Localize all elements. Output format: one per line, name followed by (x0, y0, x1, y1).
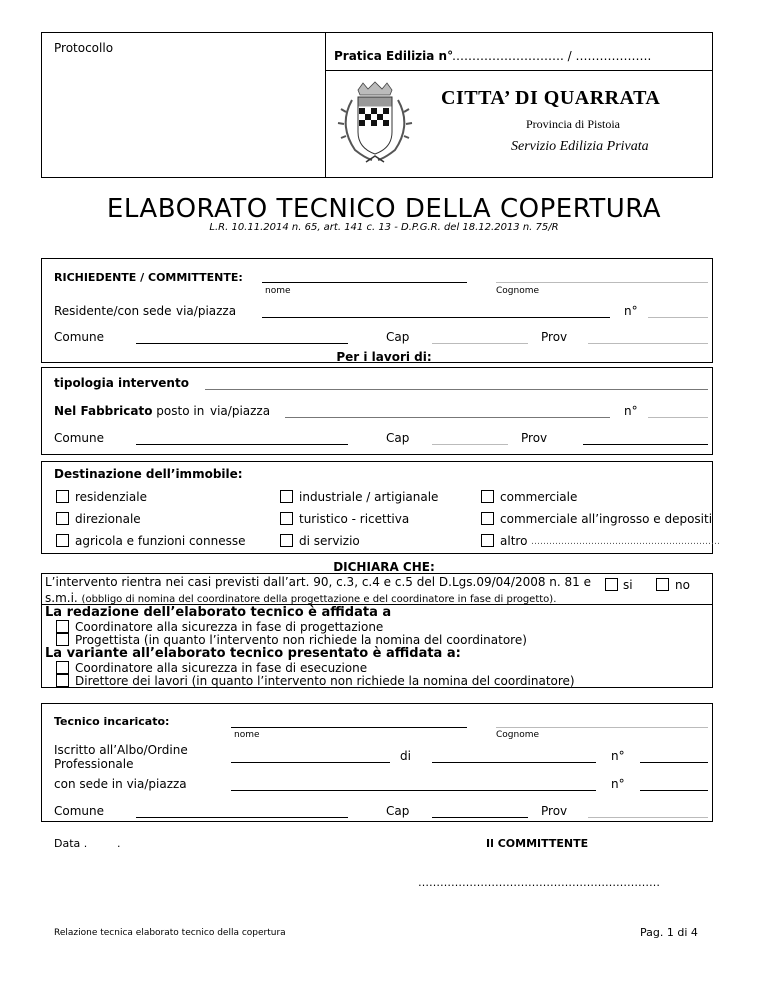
residente-via-field[interactable] (262, 317, 610, 318)
si-label: si (623, 578, 633, 592)
tecnico-cap-field[interactable] (432, 817, 528, 818)
fabbricato-cap-label: Cap (386, 431, 410, 445)
residente-cap-field[interactable] (432, 343, 528, 344)
richiedente-cognome-caption: Cognome (496, 286, 540, 296)
pratica-label: Pratica Edilizia n° (334, 49, 454, 63)
committente-signature-field[interactable]: ………………………………………………………… (418, 876, 660, 889)
footer-document-name: Relazione tecnica elaborato tecnico della copertura (54, 928, 286, 938)
fabbricato-via-field[interactable] (285, 417, 610, 418)
redazione-opt-2: Progettista (in quanto l’intervento non richiede la nomina del coordinatore) (75, 633, 527, 647)
fabbricato-label-rest: posto in (156, 404, 205, 418)
redazione-opt-1: Coordinatore alla sicurezza in fase di progettazione (75, 620, 384, 634)
residente-via-label: via/piazza (176, 304, 237, 318)
albo-n-field[interactable] (640, 762, 708, 763)
residente-label: Residente/con sede (54, 304, 172, 318)
residente-cap-label: Cap (386, 330, 410, 344)
residente-n-label: n° (624, 304, 638, 318)
tecnico-nome-caption: nome (234, 730, 260, 740)
dichiara-line-2 (45, 592, 556, 605)
destinazione-heading: Destinazione dell’immobile: (54, 467, 243, 481)
option-commerciale: commerciale (500, 490, 578, 504)
checkbox-coordinatore-progettazione[interactable] (56, 620, 69, 633)
checkbox-ingrosso[interactable] (481, 512, 494, 525)
data-label: Data . (54, 837, 88, 850)
dichiara-smi: s.m.i. (45, 591, 78, 605)
fabbricato-prov-label: Prov (521, 431, 548, 445)
checkbox-agricola[interactable] (56, 534, 69, 547)
variante-opt-1: Coordinatore alla sicurezza in fase di esecuzione (75, 661, 368, 675)
city-name: CITTA’ DI QUARRATA (441, 87, 661, 109)
tecnico-prov-field[interactable] (588, 817, 708, 818)
tecnico-n-label: n° (611, 777, 625, 791)
checkbox-residenziale[interactable] (56, 490, 69, 503)
no-label: no (675, 578, 690, 592)
residente-n-field[interactable] (648, 317, 708, 318)
option-residenziale: residenziale (75, 490, 147, 504)
residente-prov-field[interactable] (588, 343, 708, 344)
checkbox-si[interactable] (605, 578, 618, 591)
tecnico-n-field[interactable] (640, 790, 708, 791)
albo-label-1: Iscritto all’Albo/Ordine (54, 743, 188, 757)
fabbricato-cap-field[interactable] (432, 444, 508, 445)
checkbox-servizio[interactable] (280, 534, 293, 547)
checkbox-direzionale[interactable] (56, 512, 69, 525)
pratica-number-field[interactable]: ………………………. / ………………. (452, 49, 652, 63)
fabbricato-via-label: via/piazza (210, 404, 271, 418)
protocollo-label: Protocollo (54, 41, 114, 55)
option-agricola: agricola e funzioni connesse (75, 534, 246, 548)
tecnico-cognome-field[interactable] (496, 727, 708, 728)
checkbox-industriale[interactable] (280, 490, 293, 503)
option-direzionale: direzionale (75, 512, 141, 526)
checkbox-turistico[interactable] (280, 512, 293, 525)
fabbricato-comune-field[interactable] (136, 444, 348, 445)
fabbricato-comune-label: Comune (54, 431, 105, 445)
richiedente-cognome-field[interactable] (496, 282, 708, 283)
option-industriale: industriale / artigianale (299, 490, 439, 504)
data-dot: . (117, 837, 121, 850)
checkbox-altro[interactable] (481, 534, 494, 547)
albo-di-field[interactable] (432, 762, 596, 763)
option-altro: altro (500, 534, 528, 548)
option-turistico: turistico - ricettiva (299, 512, 410, 526)
tecnico-comune-field[interactable] (136, 817, 348, 818)
variante-opt-2: Direttore dei lavori (in quanto l’intervento non richiede la nomina del coordinatore) (75, 674, 575, 688)
tecnico-cap-label: Cap (386, 804, 410, 818)
tecnico-nome-field[interactable] (231, 727, 467, 728)
page-title: ELABORATO TECNICO DELLA COPERTURA (106, 194, 662, 224)
richiedente-nome-field[interactable] (262, 282, 467, 283)
dichiara-obbligo: (obbligo di nomina del coordinatore della progettazione e del coordinatore in fase di progetto). (81, 594, 557, 605)
option-servizio: di servizio (299, 534, 360, 548)
lavori-heading: Per i lavori di: (336, 350, 432, 364)
province-name: Provincia di Pistoia (526, 117, 620, 131)
fabbricato-n-label: n° (624, 404, 638, 418)
dichiara-heading: DICHIARA CHE: (333, 560, 435, 574)
service-name: Servizio Edilizia Privata (511, 139, 649, 154)
committente-label: Il COMMITTENTE (486, 837, 589, 850)
checkbox-commerciale[interactable] (481, 490, 494, 503)
dichiara-line-1: L’intervento rientra nei casi previsti dall’art. 90, c.3, c.4 e c.5 del D.Lgs.09/04/2008 n. 81 e (45, 575, 591, 589)
checkbox-no[interactable] (656, 578, 669, 591)
fabbricato-label (54, 405, 204, 417)
fabbricato-label-bold: Nel Fabbricato (54, 404, 153, 418)
albo-field[interactable] (231, 762, 390, 763)
tipologia-label: tipologia intervento (54, 376, 189, 390)
tecnico-comune-label: Comune (54, 804, 105, 818)
tipologia-field[interactable] (205, 389, 708, 390)
fabbricato-n-field[interactable] (648, 417, 708, 418)
tecnico-prov-label: Prov (541, 804, 568, 818)
redazione-heading: La redazione dell’elaborato tecnico è affidata a (45, 605, 392, 620)
albo-n-label: n° (611, 749, 625, 763)
header-divider-horizontal (325, 70, 713, 71)
checkbox-progettista[interactable] (56, 633, 69, 646)
option-ingrosso: commerciale all’ingrosso e depositi (500, 512, 713, 526)
residente-prov-label: Prov (541, 330, 568, 344)
albo-label-2: Professionale (54, 757, 134, 771)
albo-di-label: di (400, 749, 411, 763)
header-divider-vertical (325, 32, 326, 178)
page-number: Pag. 1 di 4 (640, 926, 698, 939)
checkbox-coordinatore-esecuzione[interactable] (56, 661, 69, 674)
checkbox-direttore-lavori[interactable] (56, 674, 69, 687)
richiedente-heading: RICHIEDENTE / COMMITTENTE: (54, 271, 243, 284)
tecnico-sede-field[interactable] (231, 790, 596, 791)
residente-comune-label: Comune (54, 330, 105, 344)
page-subtitle: L.R. 10.11.2014 n. 65, art. 141 c. 13 - D.P.G.R. del 18.12.2013 n. 75/R (209, 222, 559, 233)
fabbricato-prov-field[interactable] (583, 444, 708, 445)
tecnico-cognome-caption: Cognome (496, 730, 540, 740)
variante-heading: La variante all’elaborato tecnico presentato è affidata a: (45, 646, 461, 661)
tecnico-heading: Tecnico incaricato: (54, 715, 170, 728)
residente-comune-field[interactable] (136, 343, 348, 344)
altro-field[interactable]: ……………………………………………………… (531, 537, 720, 547)
coat-of-arms-icon (330, 80, 420, 166)
tecnico-sede-label: con sede in via/piazza (54, 777, 187, 791)
richiedente-nome-caption: nome (265, 286, 291, 296)
